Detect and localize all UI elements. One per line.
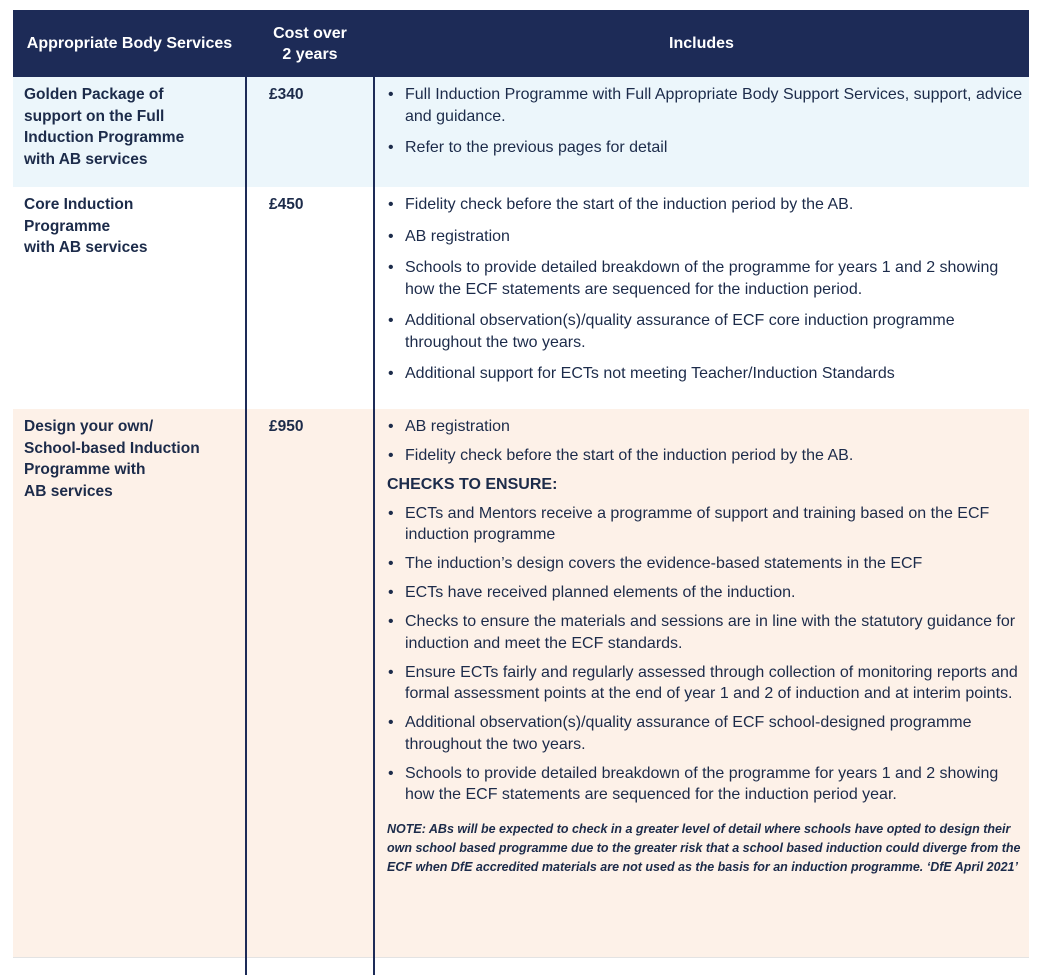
services-table [13, 10, 1029, 975]
service-cost: £450 [269, 196, 304, 213]
check-item: • The induction’s design covers the evidence-based statements in the ECF [387, 553, 1027, 575]
service-name-line: with AB services [24, 239, 148, 256]
column-divider [373, 15, 375, 975]
column-divider [245, 15, 247, 975]
check-item: • Schools to provide detailed breakdown of the programme for years 1 and 2 showing how the ECF statements are sequenced for the induction period year. [387, 763, 1027, 806]
include-item: • AB registration [387, 416, 1027, 438]
check-item: • Checks to ensure the materials and sessions are in line with the statutory guidance for induction and meet the ECF standards. [387, 611, 1027, 654]
header-services: Appropriate Body Services [26, 35, 233, 52]
table-header [13, 10, 1029, 77]
service-name-line: with AB services [24, 150, 148, 168]
service-cost: £950 [269, 418, 304, 435]
table-row-empty [13, 957, 1029, 976]
service-name [24, 84, 234, 170]
checks-heading: CHECKS TO ENSURE: [387, 476, 558, 493]
check-item: • Ensure ECTs fairly and regularly assessed through collection of monitoring reports and formal assessment points at the end of year 1 and 2 of induction and at interim points. [387, 662, 1027, 705]
header-cost-line2: 2 years [282, 45, 338, 63]
service-includes [387, 194, 1027, 395]
include-item: • AB registration [387, 226, 1027, 248]
service-name-line: Golden Package of [24, 86, 164, 103]
table-row [13, 187, 1029, 409]
header-cost-line1: Cost over [273, 24, 347, 42]
table-row [13, 409, 1029, 957]
service-includes [387, 416, 1027, 877]
check-item: • ECTs have received planned elements of the induction. [387, 582, 1027, 604]
service-name-line: Induction Programme [24, 129, 185, 146]
service-name-line: Design your own/ [24, 418, 154, 435]
service-name-line: support on the Full [24, 107, 165, 125]
service-name-line: Programme with [24, 461, 146, 478]
service-includes [387, 84, 1027, 169]
include-item: • Additional observation(s)/quality assurance of ECF core induction programme throughout the two years. [387, 310, 1027, 353]
include-item: • Refer to the previous pages for detail [387, 137, 1027, 159]
check-item: • Additional observation(s)/quality assurance of ECF school-designed programme throughout the two years. [387, 712, 1027, 755]
include-item: • Additional support for ECTs not meeting Teacher/Induction Standards [387, 363, 1027, 385]
note-text: NOTE: ABs will be expected to check in a greater level of detail where schools have opted to design their own school based programme due to the greater risk that a school based induction could diverge from the ECF when DfE accredited materials are not used as the basis for an induction programme. ‘DfE April 2021’ [387, 821, 1021, 874]
include-item: • Fidelity check before the start of the induction period by the AB. [387, 194, 1027, 216]
include-item: • Fidelity check before the start of the induction period by the AB. [387, 445, 1027, 467]
header-includes: Includes [669, 35, 734, 52]
include-item: • Full Induction Programme with Full Appropriate Body Support Services, support, advice and guidance. [387, 84, 1027, 127]
service-name-line: AB services [24, 482, 113, 500]
service-name-line: Core Induction [24, 196, 134, 213]
service-name-line: School-based Induction [24, 439, 200, 457]
service-cost: £340 [269, 86, 304, 103]
service-name [24, 194, 234, 259]
table-row [13, 77, 1029, 187]
service-name [24, 416, 234, 502]
include-item: • Schools to provide detailed breakdown of the programme for years 1 and 2 showing how the ECF statements are sequenced for the induction period. [387, 257, 1027, 300]
header-cost [246, 10, 374, 77]
check-item: • ECTs and Mentors receive a programme of support and training based on the ECF induction programme [387, 503, 1027, 546]
service-name-line: Programme [24, 217, 111, 235]
